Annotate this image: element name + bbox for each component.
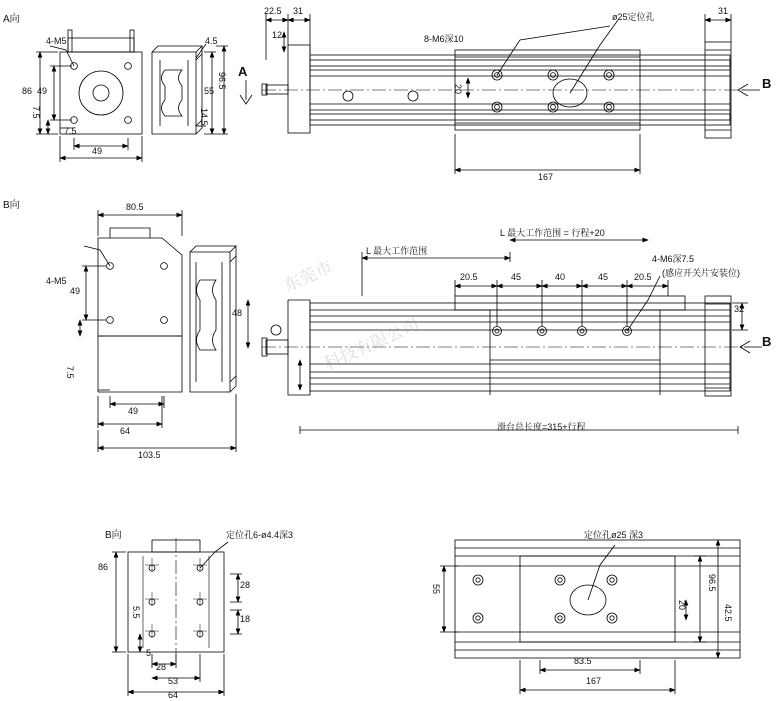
dim-965-br: 96.5 (707, 574, 717, 592)
view-label-b-mid: B向 (3, 200, 20, 211)
note-range-left: L 最大工作范围 (366, 246, 428, 256)
note-total-length: 滑台总长度=315+行程 (497, 422, 586, 432)
dim-31-a: 31 (293, 6, 304, 16)
dim-20-top: 20 (453, 84, 463, 95)
dim-86-bottom: 86 (98, 562, 109, 572)
dim-425: 42.5 (723, 604, 733, 622)
dim-86: 86 (22, 86, 33, 96)
dim-49-v: 49 (37, 86, 48, 96)
callout-locating-hole-25: ø25定位孔 (612, 12, 655, 22)
dim-20-br: 20 (677, 600, 687, 611)
dim-145: 14.5 (199, 108, 209, 126)
callout-sensor-note: (感应开关片安装位) (662, 268, 740, 278)
dim-75-mid: 7.5 (65, 366, 75, 379)
section-mark-b-top: B (762, 76, 772, 91)
dim-5: 5 (146, 648, 152, 658)
dim-28-h: 28 (156, 662, 167, 672)
dim-45: 4.5 (205, 36, 218, 46)
watermark-line-2: 科技有限公司 (321, 314, 423, 374)
callout-8-m6: 8-M6深10 (424, 34, 464, 44)
dim-205-a: 20.5 (460, 272, 478, 282)
dim-75-v: 7.5 (31, 106, 41, 119)
dim-49-mid-h: 49 (128, 406, 139, 416)
callout-locating-holes-6: 定位孔6-ø4.4深3 (226, 530, 294, 540)
callout-locating-hole-bottom: 定位孔ø25 深3 (584, 530, 644, 540)
dim-225: 22.5 (264, 6, 282, 16)
dim-45-b: 45 (598, 272, 609, 282)
dim-12: 12 (272, 30, 283, 40)
section-mark-a: A (238, 64, 248, 79)
dim-965: 96.5 (217, 72, 227, 90)
watermark-line-1: 东莞市 (281, 257, 336, 296)
dim-48: 48 (232, 308, 243, 318)
section-mark-b-mid: B (762, 334, 772, 349)
dim-45-a: 45 (511, 272, 522, 282)
dim-28-v: 28 (240, 580, 251, 590)
dim-31-b: 31 (718, 6, 729, 16)
dim-18: 18 (240, 614, 251, 624)
dim-55: 55 (204, 86, 215, 96)
dim-49-mid-v: 49 (70, 286, 81, 296)
dim-49-h1: 49 (92, 146, 103, 156)
label-4-m5-mid: 4-M5 (46, 276, 67, 286)
dim-53: 53 (168, 676, 179, 686)
dim-64-mid: 64 (120, 426, 131, 436)
dim-55-br: 55 (431, 584, 441, 595)
dim-64-bottom: 64 (168, 690, 179, 700)
label-4-m5-top: 4-M5 (46, 36, 67, 46)
dim-167-top: 167 (538, 172, 554, 182)
dim-805: 80.5 (126, 202, 144, 212)
view-label-a: A向 (3, 14, 20, 25)
callout-4-m6-75: 4-M6深7.5 (652, 254, 695, 264)
note-range-top: L 最大工作范围 = 行程+20 (500, 228, 605, 238)
dim-75-h: 7.5 (64, 126, 77, 136)
dim-1035: 103.5 (138, 450, 161, 460)
dim-167-br: 167 (586, 676, 602, 686)
dim-55-bottom: 5.5 (131, 606, 141, 619)
dim-40: 40 (555, 272, 566, 282)
view-label-b-bottom: B向 (105, 530, 122, 541)
dim-205-b: 20.5 (634, 272, 652, 282)
dim-835: 83.5 (574, 656, 592, 666)
dim-32: 32 (734, 304, 745, 314)
